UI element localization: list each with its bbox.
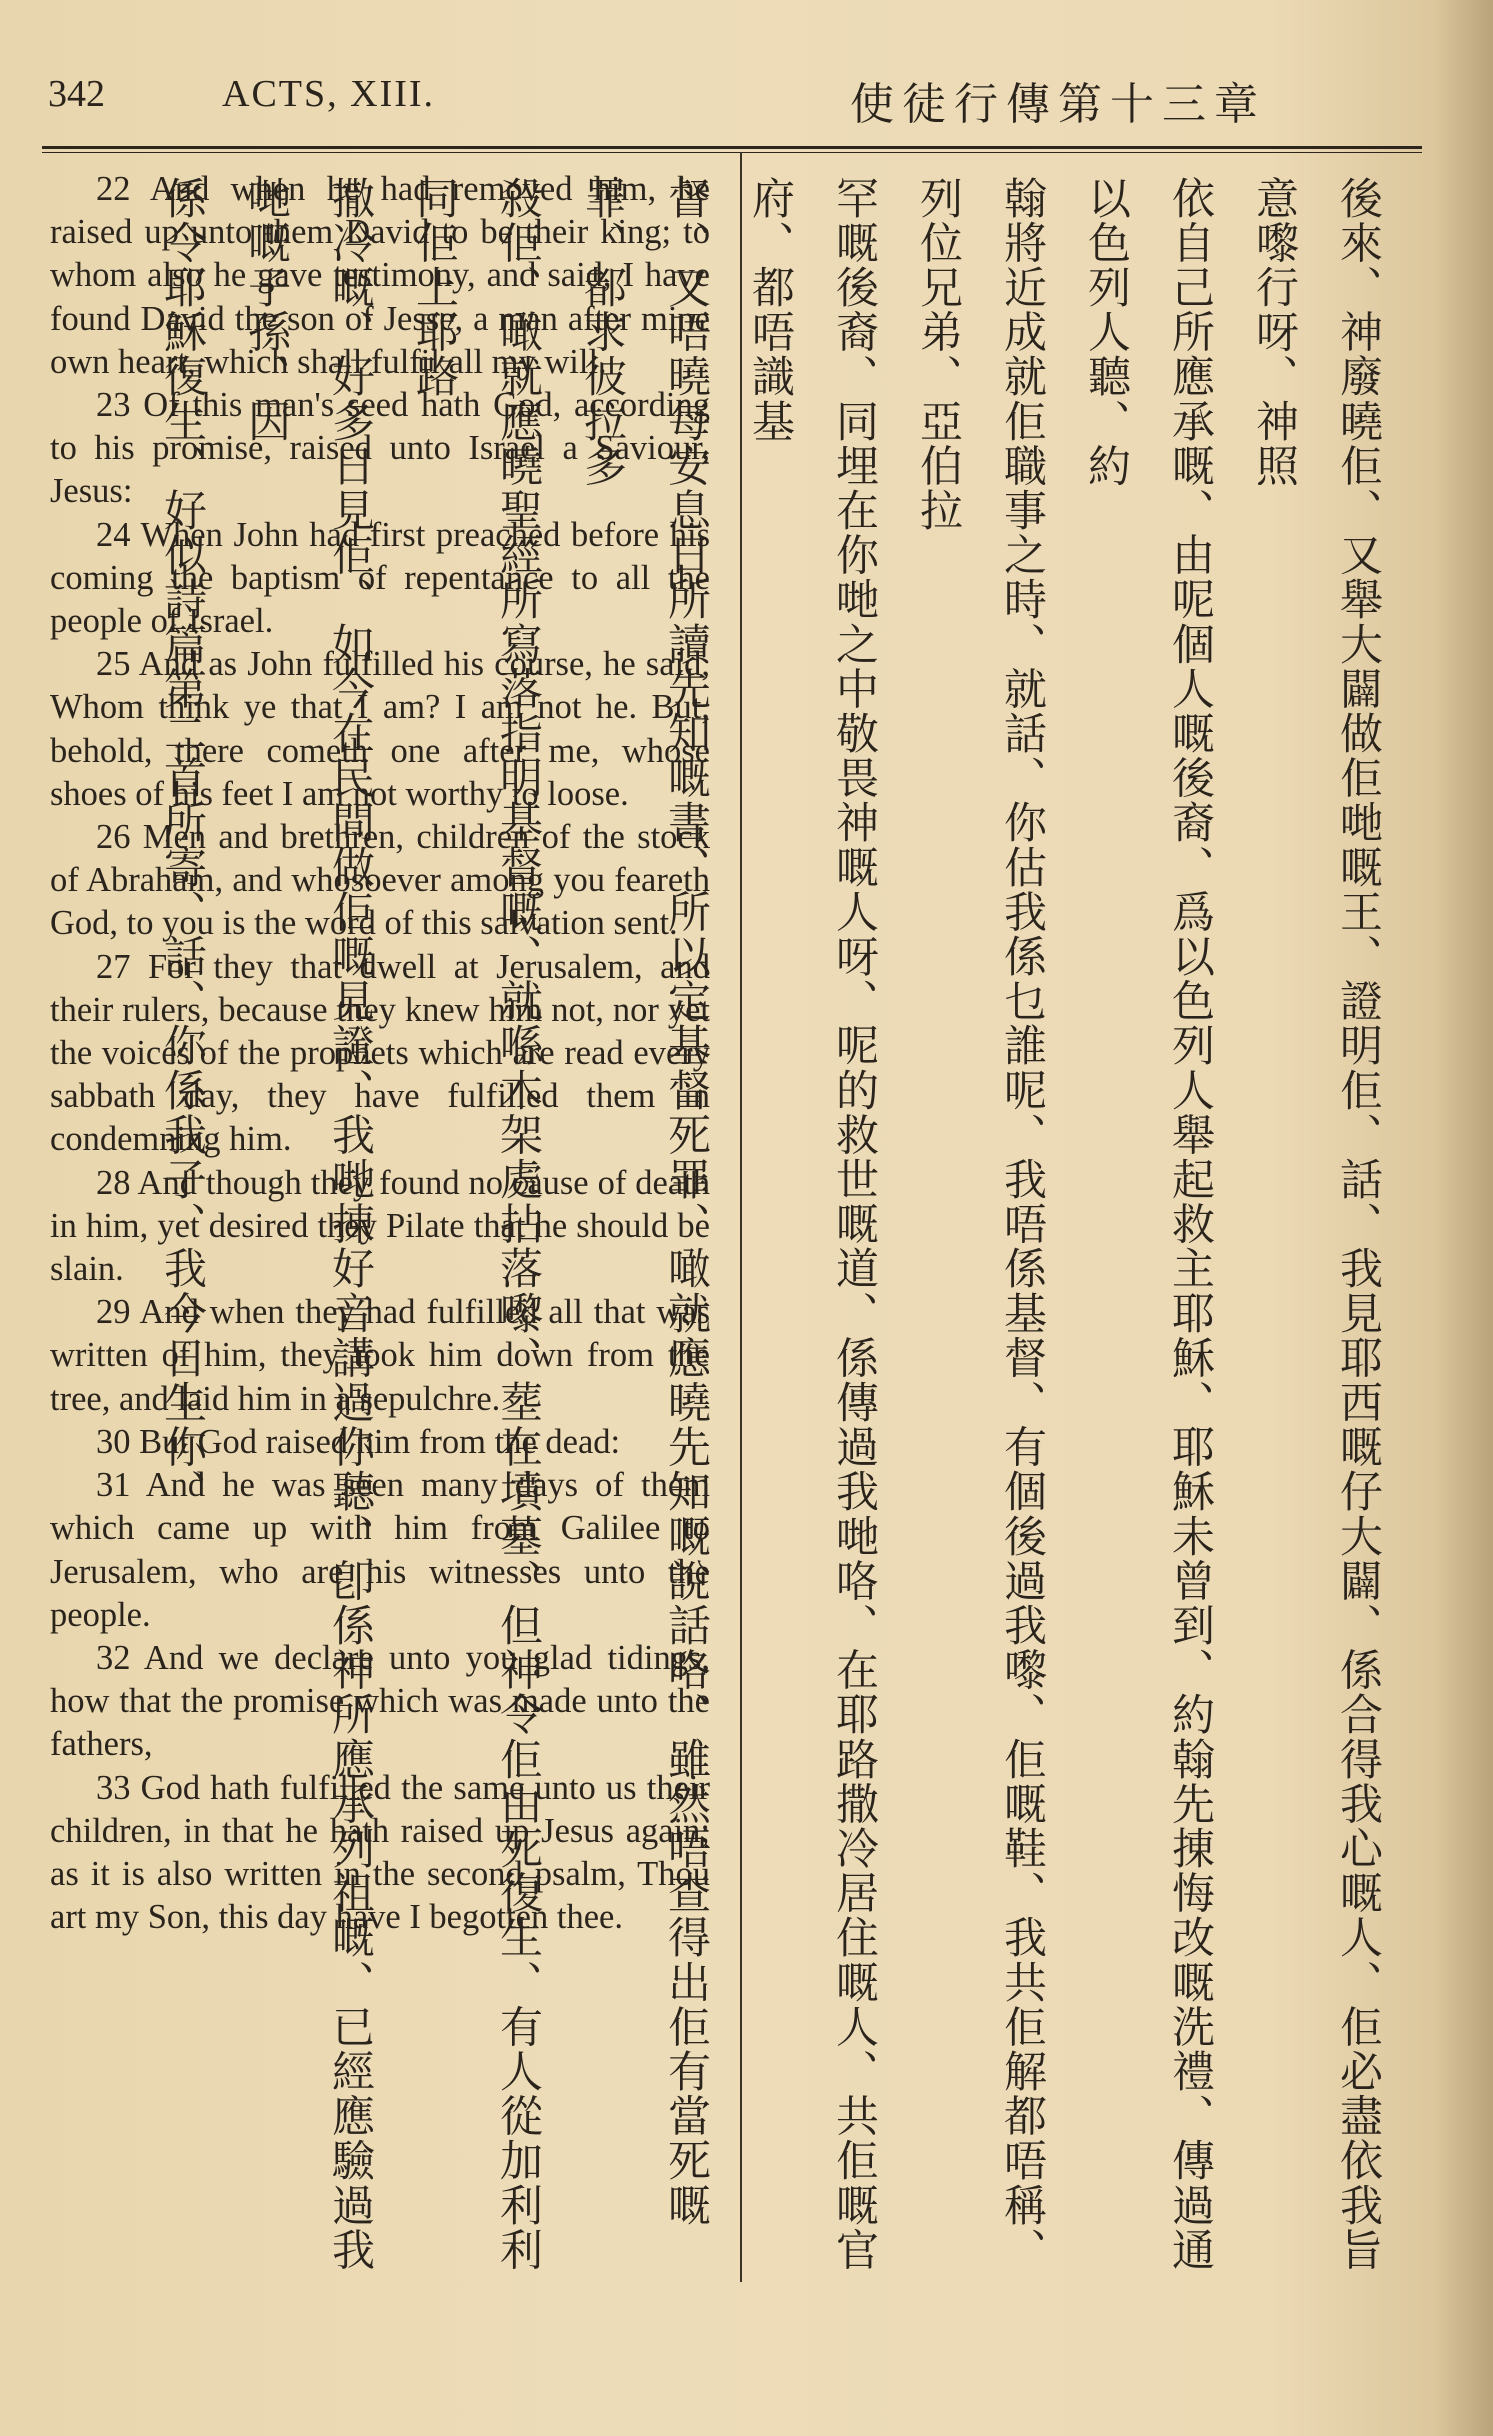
verse-24: 24 When John had first preached before his coming the baptism of repentance to all the people of Israel.: [50, 515, 710, 641]
page-number: 342: [48, 73, 105, 115]
chinese-line: 督、又唔曉每安息日所讀先知嘅書、所以定基督死罪、噉就應曉先知嘅說話咯、雖然唔查得出佢有當死嘅罪、都求彼拉多: [577, 176, 711, 2228]
chinese-line: 翰將近成就佢職事之時、就話、你估我係乜誰呢、我唔係基督、有個後過我嚟、佢嘅鞋、我共佢解都唔稱、列位兄弟、亞伯拉: [913, 176, 1047, 2273]
chinese-line: 罕嘅後裔、同埋在你哋之中敬畏神嘅人呀、呢的救世嘅道、係傳過我哋咯、在耶路撒冷居住嘅人、共佢嘅官府、都唔識基: [745, 176, 879, 2273]
verse-25: 25 And as John fulfilled his course, he said, Whom think ye that I am? I am not he. But, behold, there cometh one after me, whose shoes of his feet I am not worthy to loose.: [50, 645, 710, 813]
chinese-line: 依自己所應承嘅、由呢個人嘅後裔、爲以色列人舉起救主耶穌、耶穌未曾到、約翰先㨂悔改嘅洗禮、傳過通以色列人聽、約: [1081, 176, 1215, 2273]
verse-29: 29 And when they had fulfilled all that was written of him, they took him down from the tree, and laid him in a sepulchre.: [50, 1293, 710, 1418]
header-rule-thin: [42, 152, 1422, 153]
verse-32: 32 And we declare unto you glad tidings, how that the promise which was made unto the fathers,: [50, 1638, 710, 1764]
verse-30: 30 But God raised him from the dead:: [96, 1422, 621, 1461]
chinese-line: 殺佢、噉就應曉聖經所寫落指明基督嘅、就喺木架處拈落嚟、塟在墳墓、但神令佢由死復生、有人從加利利同佢上耶路: [409, 176, 543, 2273]
chinese-line: 後來、神廢曉佢、又舉大闢做佢哋嘅王、證明佢、話、我見耶西嘅仔大闢、係合得我心嘅人、佢必盡依我旨意嚟行呀、神照: [1249, 176, 1383, 2273]
verse-22: 22 And when he had removed him, he raised up unto them David to be their king; to whom also he gave testimony, and said, I have found David the son of Jesse, a man after mine own heart, which shall fulfil all my will.: [50, 170, 710, 381]
running-header: [0, 60, 1440, 140]
chinese-line: 撒冷嘅、好多日見佢、如今在民間做佢嘅見證、我哋㨂好音講過你聽、卽係神所應承列祖嘅、已經應驗過我哋嘅子孫、因: [241, 176, 375, 2273]
verse-27: 27 For they that dwell at Jerusalem, and their rulers, because they knew him not, nor yet the voices of the prophets which are read every sabbath day, they have fulfilled them in condemning him.: [50, 947, 710, 1159]
chinese-line: 係令耶穌復生、好似詩篇第二首所寄、話、你係我子、我今日生你、: [157, 176, 207, 1514]
header-rule: [42, 146, 1422, 149]
verse-33: 33 God hath fulfilled the same unto us their children, in that he hath raised up Jesus again; as it is also written in the second psalm, Thou art my Son, this day have I begotten thee.: [50, 1768, 710, 1937]
verse-31: 31 And he was seen many days of them which came up with him from Galilee to Jerusalem, who are his witnesses unto the people.: [50, 1466, 710, 1634]
verse-23: 23 Of this man's seed hath God, according to his promise, raised unto Israel a Saviour, Jesus:: [50, 386, 710, 511]
chapter-title-chinese: 使徒行傳第十三章: [850, 79, 1266, 130]
chapter-title-english: ACTS, XIII.: [222, 73, 436, 115]
verse-28: 28 And though they found no cause of death in him, yet desired they Pilate that he should be slain.: [50, 1163, 710, 1289]
verse-26: 26 Men and brethren, children of the stock of Abraham, and whosoever among you feareth God, to you is the word of this salvation sent.: [50, 818, 710, 943]
